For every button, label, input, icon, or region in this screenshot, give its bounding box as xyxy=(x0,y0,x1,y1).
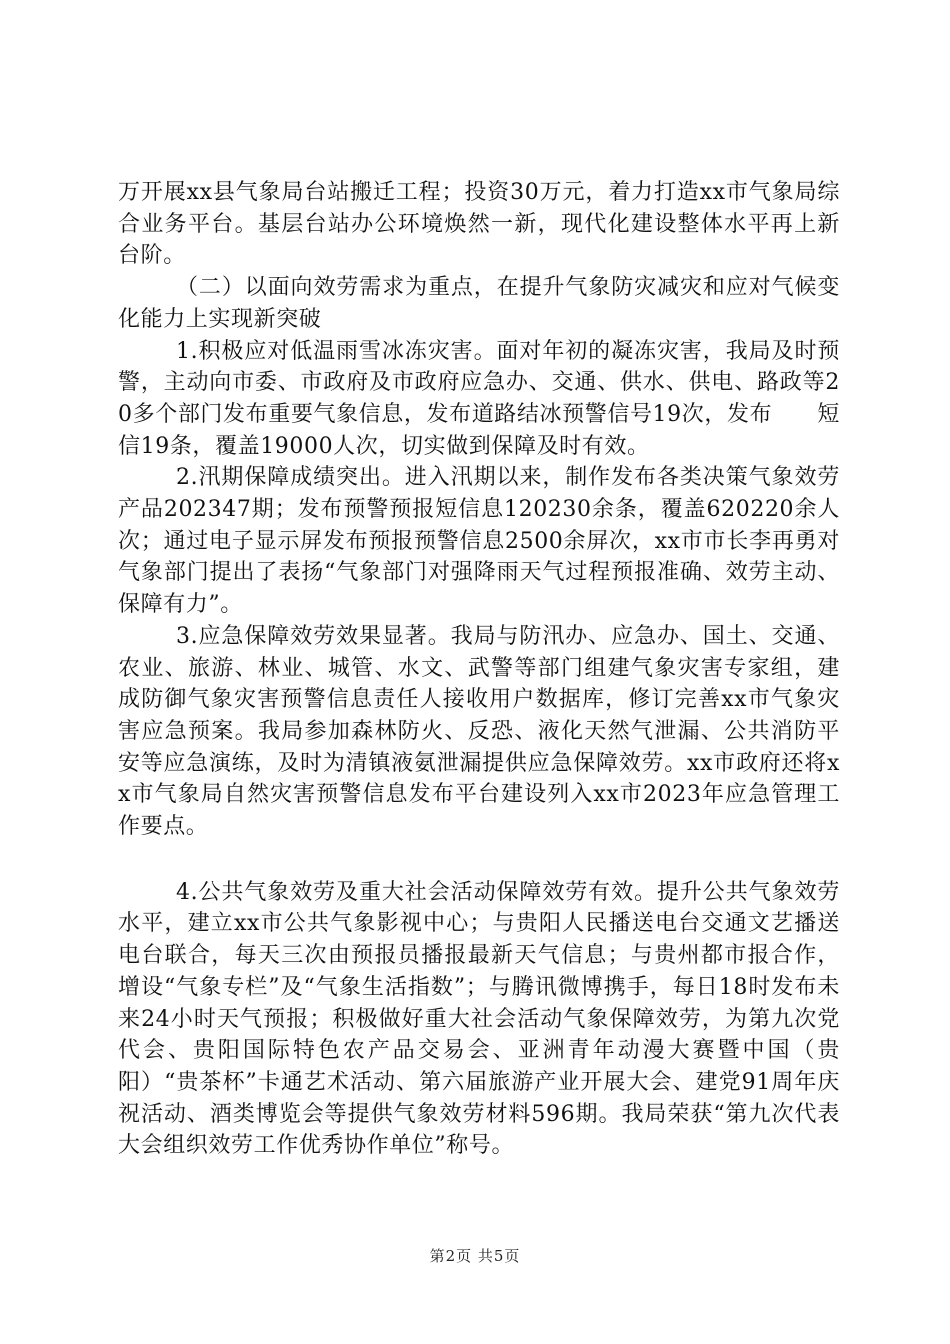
paragraph-continuation: 万开展xx县气象局台站搬迁工程；投资30万元，着力打造xx市气象局综合业务平台。基层台站办公环境焕然一新，现代化建设整体水平再上新台阶。 xyxy=(118,180,840,269)
paragraph-item-2: 2.汛期保障成绩突出。进入汛期以来，制作发布各类决策气象效劳产品202347期；发布预警预报短信息120230余条，覆盖620220余人次；通过电子显示屏发布预报预警信息2500余屏次，xx市市长李再勇对气象部门提出了表扬“气象部门对强降雨天气过程预报准确、效劳主动、保障有力”。 xyxy=(118,465,840,618)
section-heading: （二）以面向效劳需求为重点，在提升气象防灾减灾和应对气候变化能力上实现新突破 xyxy=(118,275,840,332)
paragraph-item-3: 3.应急保障效劳效果显著。我局与防汛办、应急办、国土、交通、农业、旅游、林业、城管、水文、武警等部门组建气象灾害专家组，建成防御气象灾害预警信息责任人接收用户数据库，修订完善xx市气象灾害应急预案。我局参加森林防火、反恐、液化天然气泄漏、公共消防平安等应急演练，及时为清镇液氨泄漏提供应急保障效劳。xx市政府还将xx市气象局自然灾害预警信息发布平台建设列入xx市2023年应急管理工作要点。 xyxy=(118,623,840,840)
body-text xyxy=(118,177,840,1162)
page-footer: 第2页 共5页 xyxy=(429,1247,521,1265)
paragraph-item-4: 4.公共气象效劳及重大社会活动保障效劳有效。提升公共气象效劳水平，建立xx市公共气象影视中心；与贵阳人民播送电台交通文艺播送电台联合，每天三次由预报员播报最新天气信息；与贵州都市报合作，增设“气象专栏”及“气象生活指数”；与腾讯微博携手，每日18时发布未来24小时天气预报；积极做好重大社会活动气象保障效劳，为第九次党代会、贵阳国际特色农产品交易会、亚洲青年动漫大赛暨中国（贵阳）“贵茶杯”卡通艺术活动、第六届旅游产业开展大会、建党91周年庆祝活动、酒类博览会等提供气象效劳材料596期。我局荣获“第九次代表大会组织效劳工作优秀协作单位”称号。 xyxy=(118,879,840,1159)
paragraph-item-1: 1.积极应对低温雨雪冰冻灾害。面对年初的凝冻灾害，我局及时预警，主动向市委、市政府及市政府应急办、交通、供水、供电、路政等20多个部门发布重要气象信息，发布道路结冰预警信号19次，发布 短信19条，覆盖19000人次，切实做到保障及时有效。 xyxy=(118,338,840,459)
